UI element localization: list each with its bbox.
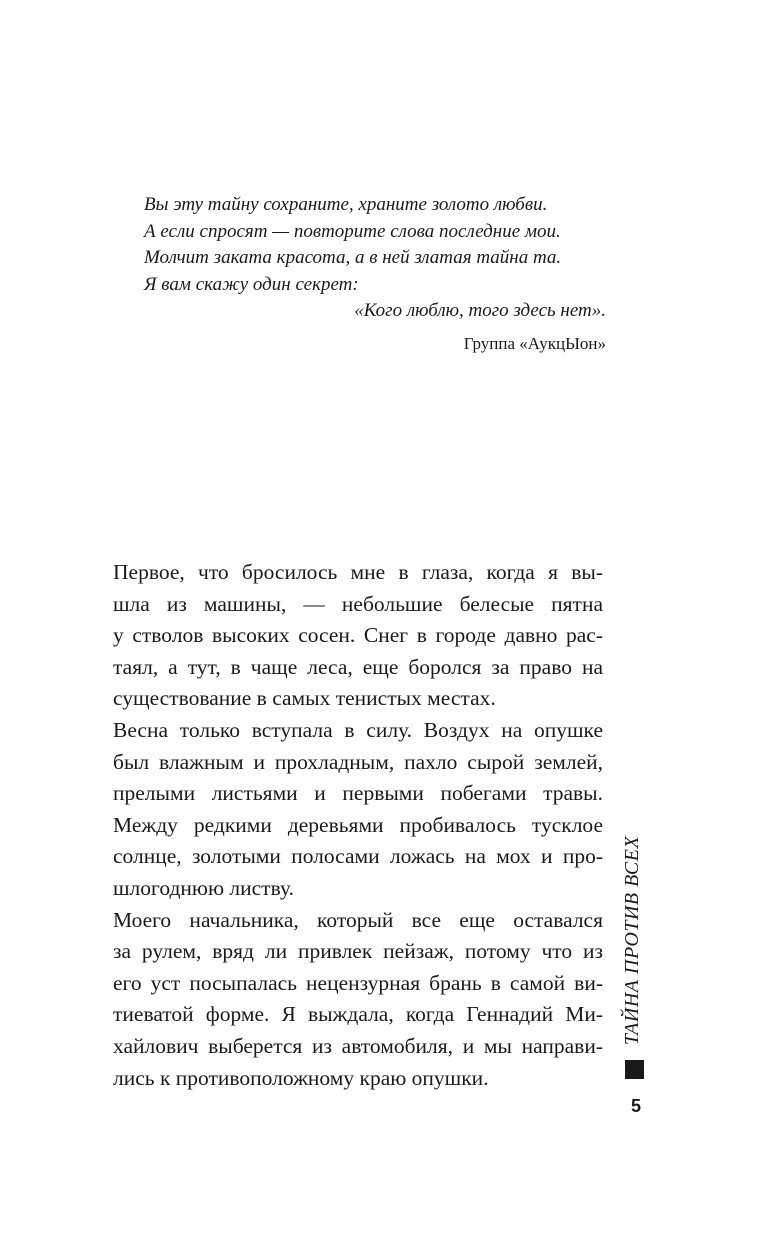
text-line: существование в самых тенистых местах. (113, 686, 496, 711)
text-line: у стволов высоких сосен. Снег в городе давно рас- (113, 623, 603, 648)
running-title (618, 822, 648, 1058)
text-line: хайлович выберется из автомобиля, и мы направи- (113, 1033, 603, 1058)
epigraph-line: А если спросят — повторите слова последние мои. (144, 220, 561, 242)
epigraph-line: Вы эту тайну сохраните, храните золото любви. (144, 194, 548, 215)
text-line: был влажным и прохладным, пахло сырой землей, (113, 749, 603, 774)
text-line: Весна только вступала в силу. Воздух на опушке (113, 717, 603, 742)
text-line: таял, а тут, в чаще леса, еще боролся за право на (113, 654, 603, 679)
epigraph-line: «Кого люблю, того здесь нет». (354, 300, 606, 321)
text-line: прелыми листьями и первыми побегами травы. (113, 781, 603, 806)
section-marker (625, 1060, 644, 1079)
text-line: Моего начальника, который все еще оставался (113, 907, 603, 932)
text-line: тиеватой форме. Я выждала, когда Геннадий Ми- (113, 1002, 603, 1027)
text-line: солнце, золотыми полосами ложась на мох и про- (113, 844, 603, 869)
epigraph-line: Молчит заката красота, а в ней златая тайна та. (144, 247, 562, 268)
running-title-text: ТАЙНА ПРОТИВ ВСЕХ (621, 835, 644, 1045)
epigraph-author: Группа «АукцЫон» (463, 333, 606, 353)
text-line: Первое, что бросилось мне в глаза, когда я вы- (113, 560, 603, 584)
text-line: шлогоднюю листву. (113, 875, 294, 900)
text-line: шла из машины, — небольшие белесые пятна (113, 591, 603, 616)
text-line: Между редкими деревьями пробивалось тусклое (113, 812, 603, 837)
page-number: 5 (630, 1096, 641, 1116)
text-line: лись к противоположному краю опушки. (113, 1065, 489, 1090)
text-line: его уст посыпалась нецензурная брань в самой ви- (113, 970, 603, 995)
body-text (113, 557, 603, 1094)
epigraph-line: Я вам скажу один секрет: (144, 273, 359, 295)
epigraph (144, 192, 606, 357)
text-line: за рулем, вряд ли привлек пейзаж, потому что из (113, 939, 603, 964)
